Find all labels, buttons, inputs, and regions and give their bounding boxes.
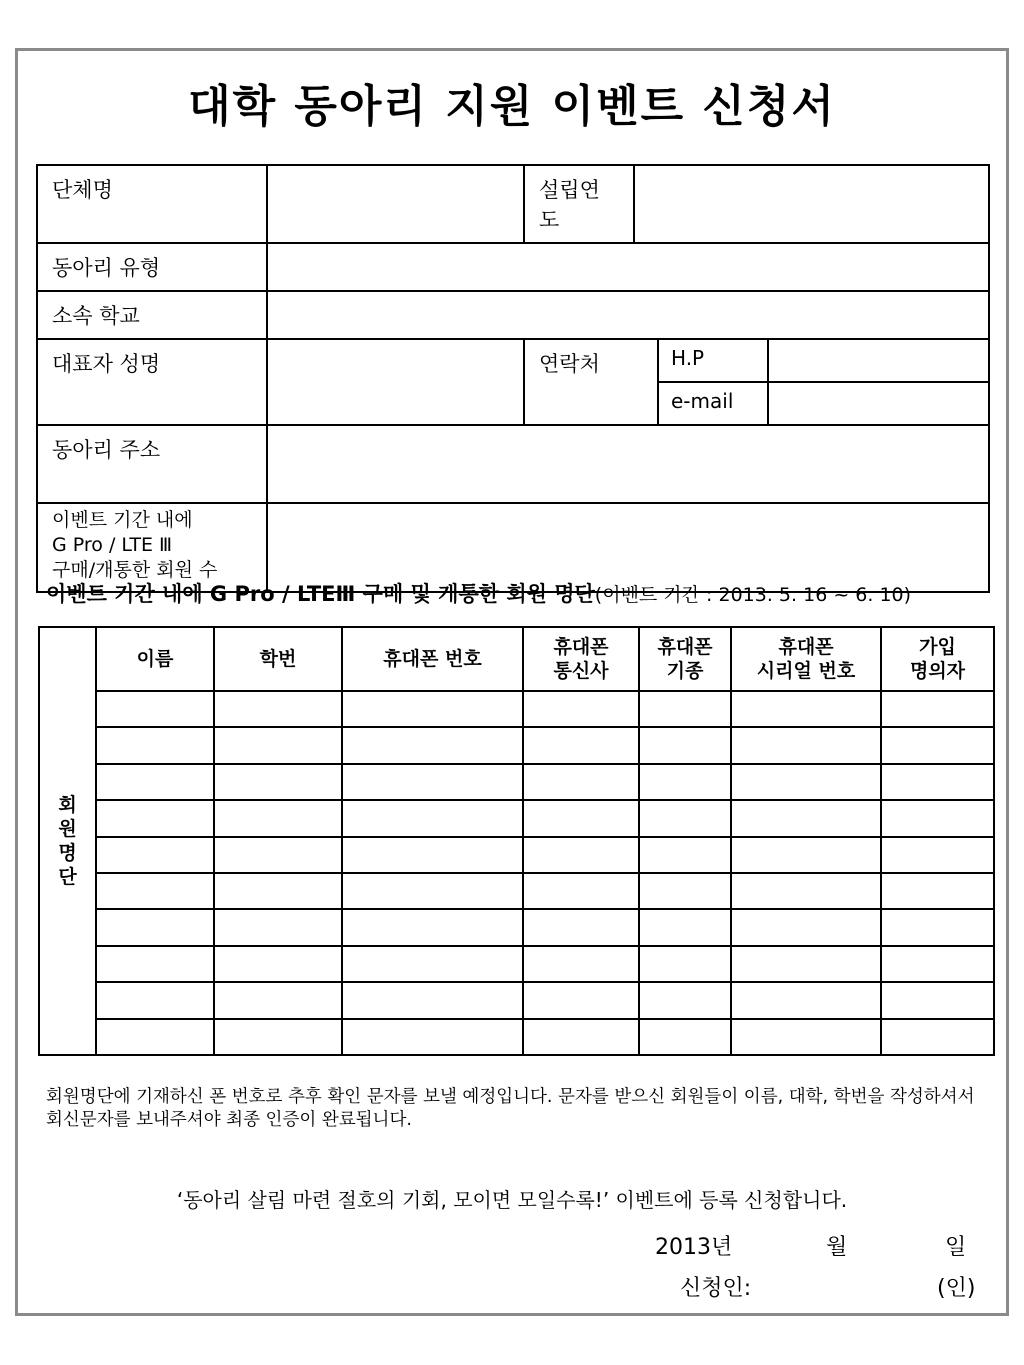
roster-cell[interactable] bbox=[731, 1019, 881, 1055]
club-type-field[interactable] bbox=[267, 243, 989, 291]
roster-cell[interactable] bbox=[639, 873, 731, 909]
roster-cell[interactable] bbox=[639, 800, 731, 836]
side-label-char: 명 bbox=[58, 841, 77, 864]
address-label: 동아리 주소 bbox=[37, 425, 267, 503]
roster-cell[interactable] bbox=[881, 764, 994, 800]
table-row bbox=[39, 909, 994, 945]
col-header-phone-number bbox=[342, 627, 523, 691]
roster-cell[interactable] bbox=[881, 1019, 994, 1055]
col-header-model bbox=[639, 627, 731, 691]
col-header-line: 이름 bbox=[136, 648, 174, 670]
roster-cell[interactable] bbox=[342, 946, 523, 982]
col-header-carrier bbox=[523, 627, 639, 691]
pledge-text: ‘동아리 살림 마련 절호의 기회, 모이면 모일수록!’ 이벤트에 등록 신청합니다. bbox=[176, 1188, 848, 1212]
roster-cell[interactable] bbox=[96, 873, 214, 909]
table-row bbox=[39, 800, 994, 836]
roster-cell[interactable] bbox=[96, 909, 214, 945]
roster-cell[interactable] bbox=[881, 946, 994, 982]
roster-cell[interactable] bbox=[731, 946, 881, 982]
group-name-field[interactable] bbox=[267, 165, 524, 243]
table-row bbox=[39, 837, 994, 873]
roster-cell[interactable] bbox=[342, 873, 523, 909]
representative-label: 대표자 성명 bbox=[37, 339, 267, 425]
roster-cell[interactable] bbox=[214, 727, 342, 763]
roster-cell[interactable] bbox=[731, 764, 881, 800]
address-field[interactable] bbox=[267, 425, 989, 503]
table-row bbox=[39, 946, 994, 982]
roster-cell[interactable] bbox=[639, 837, 731, 873]
roster-cell[interactable] bbox=[342, 909, 523, 945]
side-label-char: 원 bbox=[58, 817, 77, 840]
roster-cell[interactable] bbox=[342, 1019, 523, 1055]
roster-cell[interactable] bbox=[214, 691, 342, 727]
roster-cell[interactable] bbox=[639, 946, 731, 982]
roster-cell[interactable] bbox=[214, 909, 342, 945]
roster-cell[interactable] bbox=[523, 1019, 639, 1055]
roster-cell[interactable] bbox=[881, 982, 994, 1018]
col-header-student-id bbox=[214, 627, 342, 691]
roster-cell[interactable] bbox=[881, 800, 994, 836]
roster-cell[interactable] bbox=[731, 909, 881, 945]
roster-cell[interactable] bbox=[639, 1019, 731, 1055]
col-header-line: 휴대폰 bbox=[657, 636, 713, 658]
roster-cell[interactable] bbox=[214, 837, 342, 873]
roster-cell[interactable] bbox=[881, 691, 994, 727]
roster-cell[interactable] bbox=[523, 982, 639, 1018]
roster-cell[interactable] bbox=[342, 727, 523, 763]
roster-cell[interactable] bbox=[639, 691, 731, 727]
roster-cell[interactable] bbox=[214, 873, 342, 909]
roster-cell[interactable] bbox=[214, 800, 342, 836]
col-header-line: 통신사 bbox=[553, 660, 609, 682]
col-header-name bbox=[96, 627, 214, 691]
school-field[interactable] bbox=[267, 291, 989, 339]
form-title: 대학 동아리 지원 이벤트 신청서 bbox=[188, 81, 836, 132]
roster-cell[interactable] bbox=[342, 691, 523, 727]
roster-side-label bbox=[39, 627, 96, 1055]
email-label: e-mail bbox=[658, 382, 768, 425]
roster-cell[interactable] bbox=[731, 982, 881, 1018]
roster-cell[interactable] bbox=[342, 800, 523, 836]
date-month: 월 bbox=[826, 1235, 848, 1260]
col-header-line: 시리얼 번호 bbox=[756, 660, 856, 682]
table-row bbox=[39, 691, 994, 727]
roster-heading-period: (이벤트 기간 : 2013. 5. 16 ~ 6. 10) bbox=[594, 584, 912, 606]
contact-label: 연락처 bbox=[524, 339, 658, 425]
roster-cell[interactable] bbox=[523, 727, 639, 763]
table-row bbox=[39, 1019, 994, 1055]
school-label: 소속 학교 bbox=[37, 291, 267, 339]
table-row bbox=[39, 727, 994, 763]
roster-cell[interactable] bbox=[96, 946, 214, 982]
table-row bbox=[39, 764, 994, 800]
roster-cell[interactable] bbox=[96, 982, 214, 1018]
roster-cell[interactable] bbox=[523, 837, 639, 873]
roster-cell[interactable] bbox=[96, 764, 214, 800]
founding-year-label: 설립연도 bbox=[524, 165, 634, 243]
roster-cell[interactable] bbox=[214, 946, 342, 982]
roster-cell[interactable] bbox=[881, 727, 994, 763]
roster-cell[interactable] bbox=[214, 764, 342, 800]
roster-cell[interactable] bbox=[881, 873, 994, 909]
side-label-char: 회 bbox=[58, 793, 77, 816]
applicant-info-table bbox=[36, 164, 990, 593]
roster-heading-title: 이벤트 기간 내에 G Pro / LTEⅢ 구매 및 개통한 회원 명단 bbox=[46, 582, 595, 606]
roster-cell[interactable] bbox=[639, 909, 731, 945]
col-header-line: 휴대폰 bbox=[553, 636, 609, 658]
roster-cell[interactable] bbox=[639, 764, 731, 800]
roster-cell[interactable] bbox=[523, 764, 639, 800]
seal-mark: (인) bbox=[937, 1276, 976, 1301]
roster-cell[interactable] bbox=[731, 837, 881, 873]
notice-text: 회원명단에 기재하신 폰 번호로 추후 확인 문자를 보낼 예정입니다. 문자를 받으신 회원들이 이름, 대학, 학번을 작성하셔서 회신문자를 보내주셔야 최종 인증이 완료됩니다. bbox=[46, 1087, 975, 1130]
side-label-char: 단 bbox=[58, 865, 77, 888]
club-type-label: 동아리 유형 bbox=[37, 243, 267, 291]
col-header-subscriber bbox=[881, 627, 994, 691]
email-field[interactable] bbox=[768, 382, 989, 425]
col-header-line: 가입 bbox=[919, 636, 956, 658]
roster-cell[interactable] bbox=[96, 800, 214, 836]
roster-cell[interactable] bbox=[96, 837, 214, 873]
roster-cell[interactable] bbox=[96, 691, 214, 727]
table-row bbox=[39, 873, 994, 909]
roster-cell[interactable] bbox=[523, 873, 639, 909]
roster-cell[interactable] bbox=[214, 982, 342, 1018]
roster-cell[interactable] bbox=[342, 837, 523, 873]
roster-cell[interactable] bbox=[881, 909, 994, 945]
col-header-line: 기종 bbox=[666, 660, 704, 682]
col-header-serial bbox=[731, 627, 881, 691]
representative-field[interactable] bbox=[267, 339, 524, 425]
roster-cell[interactable] bbox=[639, 727, 731, 763]
roster-cell[interactable] bbox=[214, 1019, 342, 1055]
roster-cell[interactable] bbox=[639, 982, 731, 1018]
roster-heading bbox=[46, 578, 911, 608]
member-count-label-line: 이벤트 기간 내에 bbox=[52, 509, 193, 531]
date-year: 2013년 bbox=[655, 1235, 733, 1260]
col-header-line: 명의자 bbox=[909, 660, 966, 682]
roster-cell[interactable] bbox=[342, 982, 523, 1018]
roster-cell[interactable] bbox=[881, 837, 994, 873]
table-row bbox=[39, 982, 994, 1018]
col-header-line: 휴대폰 번호 bbox=[383, 648, 482, 670]
date-day: 일 bbox=[945, 1235, 967, 1260]
hp-label: H.P bbox=[658, 339, 768, 382]
member-count-label-line: G Pro / LTE Ⅲ bbox=[52, 534, 173, 556]
roster-cell[interactable] bbox=[731, 873, 881, 909]
member-roster-table bbox=[38, 626, 995, 1056]
roster-cell[interactable] bbox=[342, 764, 523, 800]
roster-cell[interactable] bbox=[523, 946, 639, 982]
roster-cell[interactable] bbox=[523, 909, 639, 945]
roster-cell[interactable] bbox=[731, 727, 881, 763]
founding-year-field[interactable] bbox=[634, 165, 989, 243]
member-count-label-line: 구매/개통한 회원 수 bbox=[52, 559, 218, 581]
roster-header-row bbox=[39, 627, 994, 691]
roster-cell[interactable] bbox=[96, 727, 214, 763]
roster-cell[interactable] bbox=[96, 1019, 214, 1055]
col-header-line: 학번 bbox=[259, 648, 297, 670]
roster-cell[interactable] bbox=[731, 800, 881, 836]
roster-cell[interactable] bbox=[731, 691, 881, 727]
applicant-label: 신청인: bbox=[680, 1276, 752, 1301]
roster-cell[interactable] bbox=[523, 800, 639, 836]
group-name-label: 단체명 bbox=[37, 165, 267, 243]
hp-field[interactable] bbox=[768, 339, 989, 382]
col-header-line: 휴대폰 bbox=[778, 636, 834, 658]
roster-cell[interactable] bbox=[523, 691, 639, 727]
